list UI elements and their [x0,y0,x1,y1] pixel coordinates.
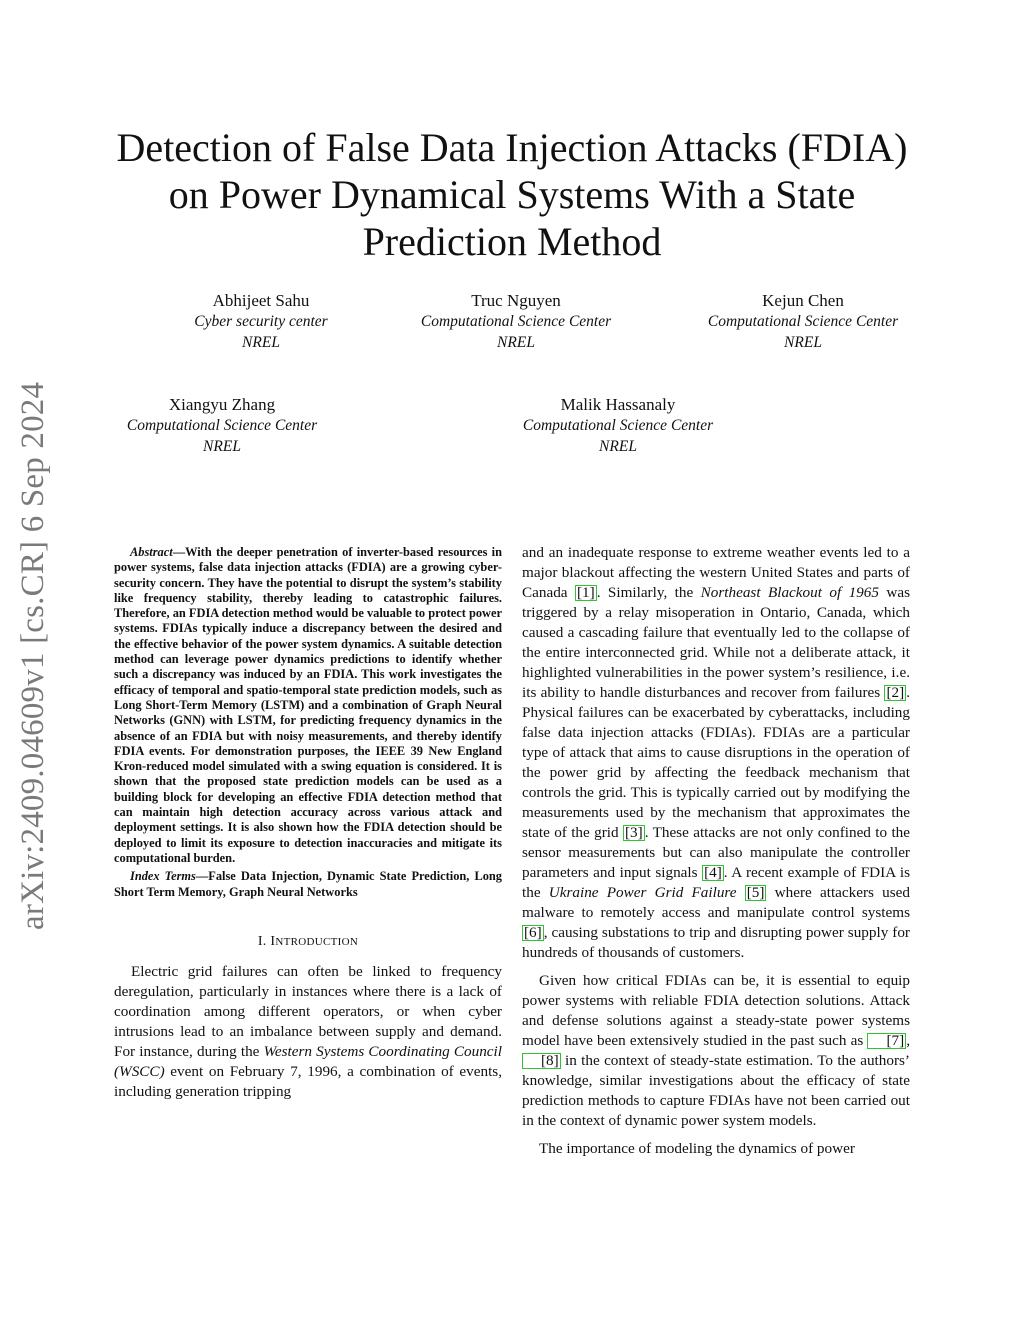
text-run: . Physical failures can be exacerbated by cyberattacks, including false data injection attacks (FDIAs). FDIAs are a particular type of attack that aims to cause disruptions in the operation of the power grid by affecting the feedback mechanism that controls the grid. This is typically carried out by modifying the measurements used by the mechanism that approximates the state of the grid [522,684,910,841]
text-run: . A recent example of FDIA is the [522,864,910,901]
author-block [72,394,372,457]
author-organization: NREL [599,438,637,455]
author-name: Malik Hassanaly [560,395,676,414]
citation-link[interactable]: [6] [524,924,542,941]
citation-link[interactable]: [1] [576,584,595,601]
body-paragraph: The importance of modeling the dynamics of power [539,1140,855,1157]
left-column [114,545,502,1102]
citation-link[interactable]: [4] [704,864,722,881]
author-name: Truc Nguyen [471,291,561,310]
abstract [114,545,502,866]
emphasis-text: Northeast Blackout of 1965 [700,584,879,601]
abstract-text: —With the deeper penetration of inverter-based resources in power systems, false data injection attacks (FDIA) are a growing cyber-security concern. They have the potential to disrupt the system’s stability like frequency stability, thereby leading to catastrophic failures. Therefore, an FDIA detection method would be valuable to protect power systems. FDIAs typically induce a discrepancy between the desired and the effective behavior of the power system dynamics. A suitable detection method can leverage power dynamics predictions to identify whether such a discrepancy was induced by an FDIA. This work investigates the efficacy of temporal and spatio-temporal state prediction models, such as Long Short-Term Memory (LSTM) and a combination of Graph Neural Networks (GNN) with LSTM, for predicting frequency dynamics in the absence of an FDIA but with noisy measurements, and thereby identify FDIA events. For demonstration purposes, the IEEE 39 New England Kron-reduced model simulated with a swing equation is considered. It is shown that the proposed state prediction models can be used as a building block for developing an effective FDIA detection method that can maintain high detection accuracy across various attack and deployment settings. It is also shown how the FDIA detection should be deployed to limit its exposure to detection inaccuracies and mitigate its computational burden. [114,545,502,865]
text-run: and an inadequate response to extreme weather events led to a major blackout affecting the western United States and parts of Canada [522,544,910,601]
section-title-initial: I [270,933,276,949]
text-run: Given how critical FDIAs can be, it is essential to equip power systems with reliable FDIA detection solutions. Attack and defense solutions against a steady-state power systems model have been extensively studied in the past such as [522,972,910,1049]
author-block [653,290,953,353]
arxiv-identifier: arXiv:2409.04609v1 [cs.CR] 6 Sep 2024 [15,381,51,930]
body-paragraph [522,543,910,963]
citation-link[interactable]: [5] [746,884,765,901]
right-column [522,543,910,1159]
author-affiliation: Computational Science Center [126,417,318,434]
author-organization: NREL [242,334,280,351]
author-affiliation: Computational Science Center [522,417,714,434]
text-run [737,884,745,901]
paper-title: Detection of False Data Injection Attacks (FDIA) on Power Dynamical Systems With a State Prediction Method [116,125,908,264]
author-organization: NREL [784,334,822,351]
emphasis-text: Western Systems Coordinating Council (WSCC) [114,1042,502,1080]
text-run: in the context of steady-state estimation. To the authors’ knowledge, similar investigations about the efficacy of state prediction methods to capture FDIAs have not been carried out in the context of dynamic power system models. [522,1052,910,1129]
text-run: , causing substations to trip and disrupting power supply for hundreds of thousands of customers. [522,924,910,961]
author-name: Xiangyu Zhang [168,395,276,414]
emphasis-text: Ukraine Power Grid Failure [548,884,737,901]
index-terms [114,869,502,900]
author-name: Abhijeet Sahu [212,291,310,310]
author-affiliation: Computational Science Center [707,313,899,330]
abstract-label: Abstract [130,545,173,559]
body-paragraph [522,971,910,1131]
text-run: , [906,1032,910,1049]
section-title-rest: NTRODUCTION [275,935,359,948]
text-run: . These attacks are not only confined to the sensor measurements but can also manipulate the controller parameters and input signals [522,824,910,881]
author-affiliation: Computational Science Center [420,313,612,330]
author-organization: NREL [497,334,535,351]
text-run: event on February 7, 1996, a combination of events, including generation tripping [114,1062,502,1100]
citation-link[interactable]: [8] [522,1053,561,1069]
index-terms-text: —False Data Injection, Dynamic State Prediction, Long Short Term Memory, Graph Neural Networks [114,869,502,899]
text-run: was triggered by a relay misoperation in Ontario, Canada, which caused a cascading failure that eventually led to the collapse of the entire interconnected grid. While not a deliberate attack, it highlighted vulnerabilities in the power system’s resilience, i.e. its ability to handle disturbances and recover from failures [522,584,910,701]
author-block [468,394,768,457]
citation-link[interactable]: [7] [867,1033,906,1049]
author-block [366,290,666,353]
author-affiliation: Cyber security center [194,313,328,330]
citation-link[interactable]: [2] [886,684,905,701]
text-run: Electric grid failures can often be linked to frequency deregulation, particularly in instances where there is a lack of coordination among different operators, or when cyber intrusions lead to an imbalance between supply and demand. For instance, during the [114,962,502,1060]
author-name: Kejun Chen [762,291,844,310]
text-run: where attackers used malware to remotely access and manipulate control systems [522,884,911,921]
index-terms-label: Index Terms [130,869,196,884]
citation-link[interactable]: [3] [624,824,643,841]
section-heading [114,934,502,950]
author-organization: NREL [203,438,241,455]
section-number: I. [257,933,267,949]
text-run: . Similarly, the [596,584,701,601]
intro-paragraph [114,962,502,1102]
